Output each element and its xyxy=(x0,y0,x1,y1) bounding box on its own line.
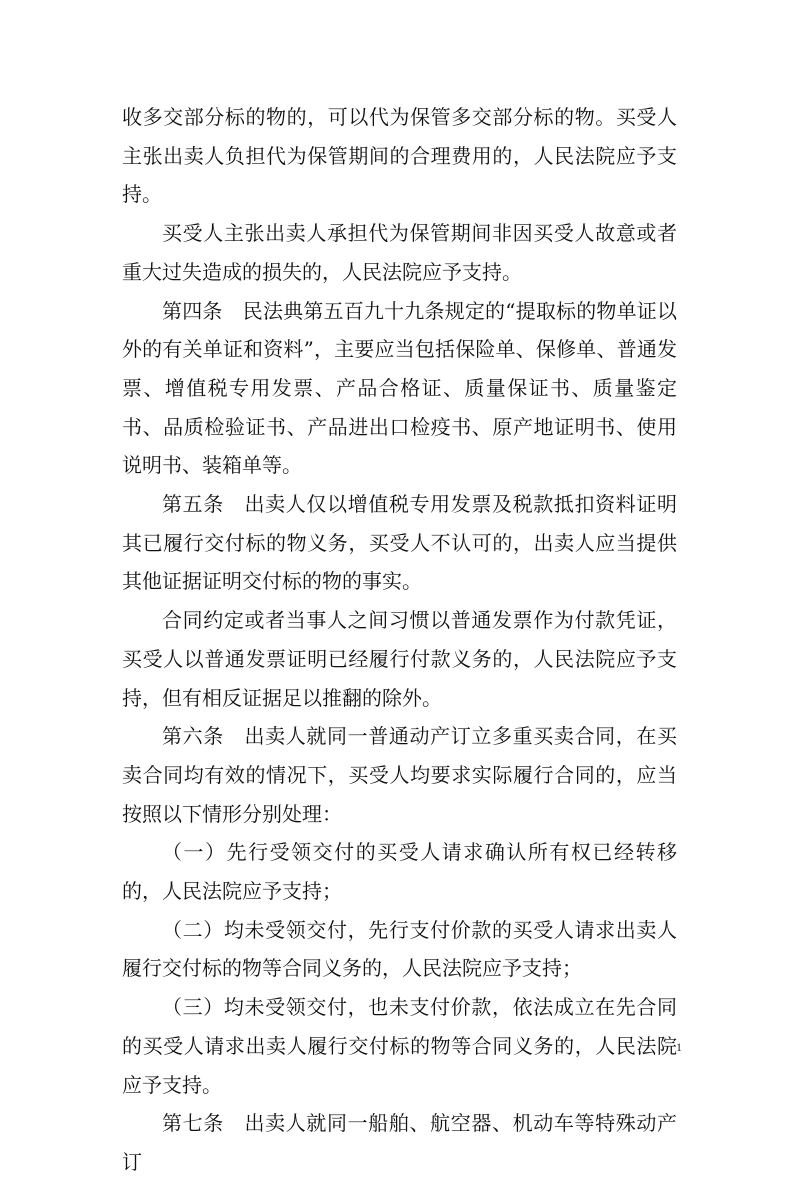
article-5-paragraph: 第五条 出卖人仅以增值税专用发票及税款抵扣资料证明其已履行交付标的物义务，买受人不认可的，出卖人应当提供其他证据证明交付标的物的事实。 xyxy=(122,492,677,594)
paragraph-buyer-loss-claim: 买受人主张出卖人承担代为保管期间非因买受人故意或者重大过失造成的损失的，人民法院应予支持。 xyxy=(122,221,677,284)
article-6-paragraph: 第六条 出卖人就同一普通动产订立多重买卖合同，在买卖合同均有效的情况下，买受人均要求实际履行合同的，应当按照以下情形分别处理： xyxy=(122,724,677,826)
list-item-2: （二）均未受领交付，先行支付价款的买受人请求出卖人履行交付标的物等合同义务的，人民法院应予支持； xyxy=(122,917,677,981)
paragraph-continuation: 收多交部分标的物的，可以代为保管多交部分标的物。买受人主张出卖人负担代为保管期间的合理费用的，人民法院应予支持。 xyxy=(122,105,677,207)
document-body xyxy=(122,98,677,1182)
paragraph-ordinary-invoice: 合同约定或者当事人之间习惯以普通发票作为付款凭证，买受人以普通发票证明已经履行付款义务的，人民法院应予支持，但有相反证据足以推翻的除外。 xyxy=(122,608,677,710)
article-7-paragraph: 第七条 出卖人就同一船舶、航空器、机动车等特殊动产订 xyxy=(122,1111,677,1174)
list-item-1: （一）先行受领交付的买受人请求确认所有权已经转移的，人民法院应予支持； xyxy=(122,840,677,904)
article-4-paragraph: 第四条 民法典第五百九十九条规定的“提取标的物单证以外的有关单证和资料”，主要应当包括保险单、保修单、普通发票、增值税专用发票、产品合格证、质量保证书、质量鉴定书、品质检验证书、产品进出口检疫书、原产地证明书、使用说明书、装箱单等。 xyxy=(122,298,677,478)
list-item-3: （三）均未受领交付，也未支付价款，依法成立在先合同的买受人请求出卖人履行交付标的物等合同义务的，人民法院应予支持。 xyxy=(122,995,677,1097)
page-number: 1 xyxy=(676,1040,682,1054)
